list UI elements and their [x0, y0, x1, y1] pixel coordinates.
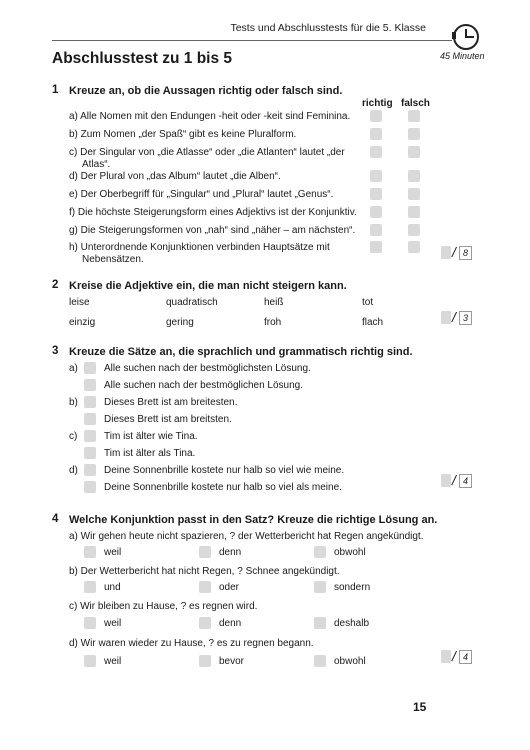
q4-d-option: bevor: [219, 656, 245, 667]
q1-a-false-checkbox[interactable]: [408, 110, 420, 122]
q2-points: 3: [459, 311, 472, 325]
q2-word[interactable]: leise: [69, 297, 90, 308]
q3-sentence: Deine Sonnenbrille kostete nur halb so viel wie meine.: [104, 465, 345, 476]
q1-item-g: g) Die Steigerungsformen von „nah“ sind „näher – am nächsten“.: [69, 225, 356, 236]
q1-d-false-checkbox[interactable]: [408, 170, 420, 182]
q1-b-false-checkbox[interactable]: [408, 128, 420, 140]
q4-d-option-checkbox[interactable]: [314, 655, 326, 667]
q3-sentence: Alle suchen nach der bestmöglichen Lösung.: [104, 380, 304, 391]
q3-prompt: Kreuze die Sätze an, die sprachlich und grammatisch richtig sind.: [69, 346, 413, 358]
q4-prompt: Welche Konjunktion passt in den Satz? Kreuze die richtige Lösung an.: [69, 514, 438, 526]
q3-sentence: Alle suchen nach der bestmöglichsten Lösung.: [104, 363, 311, 374]
q1-number: 1: [52, 84, 59, 96]
q4-a-option-checkbox[interactable]: [199, 546, 211, 558]
q4-c-option-checkbox[interactable]: [199, 617, 211, 629]
q2-word[interactable]: quadratisch: [166, 297, 218, 308]
q1-item-h: h) Unterordnende Konjunktionen verbinden Hauptsätze mit: [69, 242, 330, 253]
q1-item-d: d) Der Plural von „das Album“ lautet „die Alben“.: [69, 171, 281, 182]
q3-sentence: Deine Sonnenbrille kostete nur halb so viel als meine.: [104, 482, 342, 493]
q2-prompt: Kreise die Adjektive ein, die man nicht steigern kann.: [69, 280, 347, 292]
q4-number: 4: [52, 513, 59, 525]
q3-letter-a: a): [69, 363, 78, 374]
q1-item-f: f) Die höchste Steigerungsform eines Adjektivs ist der Konjunktiv.: [69, 207, 357, 218]
q4-c-option: denn: [219, 618, 242, 629]
q4-sentence-a: a) Wir gehen heute nicht spazieren, ? der Wetterbericht hat Regen angekündigt.: [69, 531, 424, 542]
q1-col-true: richtig: [362, 98, 393, 109]
q4-a-option: weil: [104, 547, 122, 558]
q4-b-option: oder: [219, 582, 240, 593]
q3-checkbox[interactable]: [84, 481, 96, 493]
q1-f-true-checkbox[interactable]: [370, 206, 382, 218]
q1-col-false: falsch: [401, 98, 430, 109]
q3-points: 4: [459, 474, 472, 488]
q4-a-option: denn: [219, 547, 242, 558]
q1-e-true-checkbox[interactable]: [370, 188, 382, 200]
q3-score-box[interactable]: / 4: [441, 474, 471, 488]
q4-sentence-d: d) Wir waren wieder zu Hause, ? es zu regnen begann.: [69, 638, 314, 649]
q3-letter-d: d): [69, 465, 78, 476]
q1-item-e: e) Der Oberbegriff für „Singular“ und „Plural“ lautet „Genus“.: [69, 189, 334, 200]
q1-points: 8: [459, 246, 472, 260]
q2-word[interactable]: einzig: [69, 317, 96, 328]
q4-c-option: weil: [104, 618, 122, 629]
q2-score-box[interactable]: / 3: [441, 311, 471, 325]
q1-g-false-checkbox[interactable]: [408, 224, 420, 236]
q1-score-box[interactable]: / 8: [441, 246, 471, 260]
q2-word[interactable]: heiß: [264, 297, 284, 308]
q1-e-false-checkbox[interactable]: [408, 188, 420, 200]
q4-b-option: und: [104, 582, 121, 593]
q4-sentence-b: b) Der Wetterbericht hat nicht Regen, ? Schnee angekündigt.: [69, 566, 340, 577]
q3-sentence: Dieses Brett ist am breitsten.: [104, 414, 232, 425]
q1-c-false-checkbox[interactable]: [408, 146, 420, 158]
q3-checkbox[interactable]: [84, 396, 96, 408]
header-rule: [52, 40, 452, 41]
q4-score-box[interactable]: / 4: [441, 650, 471, 664]
q1-item-c: c) Der Singular von „die Atlasse“ oder „die Atlanten“ lautet „der: [69, 147, 345, 158]
q4-c-option-checkbox[interactable]: [314, 617, 326, 629]
q3-sentence: Tim ist älter wie Tina.: [104, 431, 198, 442]
q4-d-option: weil: [104, 656, 122, 667]
q1-d-true-checkbox[interactable]: [370, 170, 382, 182]
q4-c-option-checkbox[interactable]: [84, 617, 96, 629]
q2-word[interactable]: gering: [166, 317, 194, 328]
q1-f-false-checkbox[interactable]: [408, 206, 420, 218]
q3-checkbox[interactable]: [84, 413, 96, 425]
q4-c-option: deshalb: [334, 618, 370, 629]
q1-item-b: b) Zum Nomen „der Spaß“ gibt es keine Pluralform.: [69, 129, 297, 140]
q1-g-true-checkbox[interactable]: [370, 224, 382, 236]
q4-sentence-c: c) Wir bleiben zu Hause, ? es regnen wird.: [69, 601, 258, 612]
q3-letter-c: c): [69, 431, 78, 442]
clock-icon: [453, 24, 479, 50]
q3-checkbox[interactable]: [84, 379, 96, 391]
q4-d-option: obwohl: [334, 656, 366, 667]
time-label: 45 Minuten: [440, 51, 485, 61]
q1-b-true-checkbox[interactable]: [370, 128, 382, 140]
q1-h-false-checkbox[interactable]: [408, 241, 420, 253]
q3-number: 3: [52, 345, 59, 357]
q1-c-true-checkbox[interactable]: [370, 146, 382, 158]
q3-checkbox[interactable]: [84, 430, 96, 442]
q3-sentence: Tim ist älter als Tina.: [104, 448, 196, 459]
q1-item-a: a) Alle Nomen mit den Endungen -heit oder -keit sind Feminina.: [69, 111, 351, 122]
q4-b-option-checkbox[interactable]: [314, 581, 326, 593]
q4-d-option-checkbox[interactable]: [84, 655, 96, 667]
q2-word[interactable]: tot: [362, 297, 374, 308]
q1-item-c-cont: Atlas“.: [82, 159, 111, 170]
running-header: Tests und Abschlusstests für die 5. Klasse: [230, 22, 426, 34]
q4-b-option-checkbox[interactable]: [199, 581, 211, 593]
q1-prompt: Kreuze an, ob die Aussagen richtig oder falsch sind.: [69, 85, 343, 97]
q1-h-true-checkbox[interactable]: [370, 241, 382, 253]
q3-sentence: Dieses Brett ist am breitesten.: [104, 397, 238, 408]
q3-checkbox[interactable]: [84, 362, 96, 374]
q4-a-option-checkbox[interactable]: [314, 546, 326, 558]
q1-a-true-checkbox[interactable]: [370, 110, 382, 122]
q4-b-option-checkbox[interactable]: [84, 581, 96, 593]
q4-points: 4: [459, 650, 472, 664]
q2-word[interactable]: flach: [362, 317, 384, 328]
q3-checkbox[interactable]: [84, 447, 96, 459]
q4-d-option-checkbox[interactable]: [199, 655, 211, 667]
q4-a-option: obwohl: [334, 547, 366, 558]
q1-item-h-cont: Nebensätzen.: [82, 254, 144, 265]
q3-letter-b: b): [69, 397, 78, 408]
q3-checkbox[interactable]: [84, 464, 96, 476]
page-number: 15: [413, 700, 427, 714]
q4-b-option: sondern: [334, 582, 371, 593]
q2-word[interactable]: froh: [264, 317, 282, 328]
q4-a-option-checkbox[interactable]: [84, 546, 96, 558]
q2-number: 2: [52, 279, 59, 291]
page-title: Abschlusstest zu 1 bis 5: [52, 50, 233, 67]
